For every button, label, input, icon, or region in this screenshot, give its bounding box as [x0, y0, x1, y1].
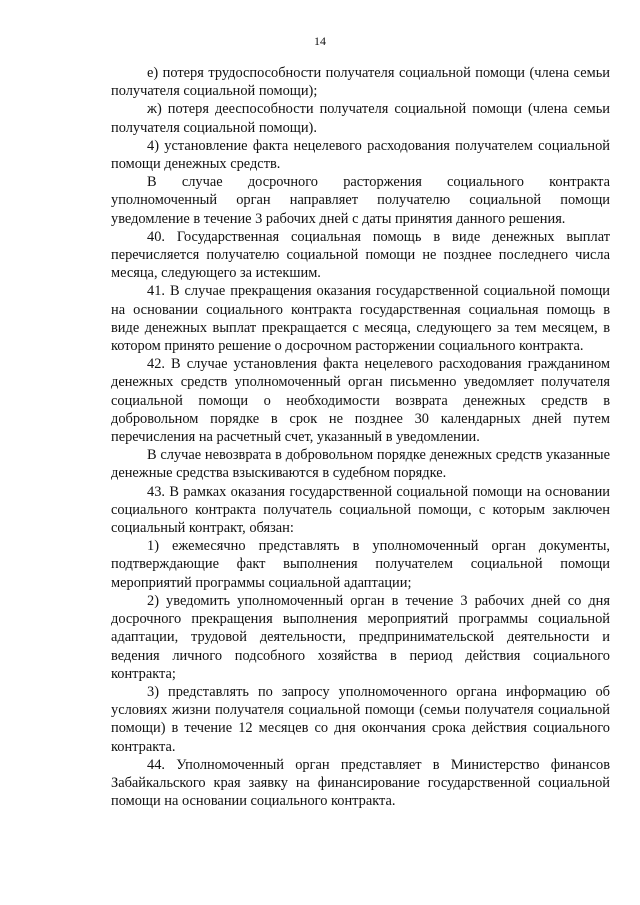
- paragraph-4-misuse: 4) установление факта нецелевого расходования получателем социальной помощи денежных средств.: [111, 137, 610, 173]
- paragraph-44: 44. Уполномоченный орган представляет в Министерство финансов Забайкальского края заявку на финансирование государственной социальной помощи на основании социального контракта.: [111, 756, 610, 810]
- paragraph-42-court-recovery: В случае невозврата в добровольном порядке денежных средств указанные денежные средства взыскиваются в судебном порядке.: [111, 447, 610, 482]
- paragraph-43: 43. В рамках оказания государственной социальной помощи на основании социального контракта получатель социальной помощи, с которым заключен социальный контракт, обязан:: [111, 483, 610, 537]
- paragraph-zh-incompetence: ж) потеря дееспособности получателя социальной помощи (члена семьи получателя социальной помощи).: [111, 101, 610, 136]
- paragraph-40: 40. Государственная социальная помощь в виде денежных выплат перечисляется получателю социальной помощи не позднее последнего числа месяца, следующего за истекшим.: [111, 228, 610, 282]
- paragraph-43-item-2: 2) уведомить уполномоченный орган в течение 3 рабочих дней со дня досрочного прекращения выполнения мероприятий программы социальной адаптации, трудовой деятельности, предпринимательской деятельности и ведения личного подсобного хозяйства в период действия социального контракта;: [111, 592, 610, 682]
- document-body: [111, 64, 610, 810]
- paragraph-43-item-3: 3) представлять по запросу уполномоченного органа информацию об условиях жизни получателя социальной помощи (семьи получателя социальной помощи) в течение 12 месяцев со дня окончания срока действия социального контракта.: [111, 683, 610, 755]
- paragraph-e-incapacity: е) потеря трудоспособности получателя социальной помощи (члена семьи получателя социальной помощи);: [111, 65, 610, 100]
- paragraph-41: 41. В случае прекращения оказания государственной социальной помощи на основании социального контракта государственная социальная помощь в виде денежных выплат прекращается с месяца, следующего за тем месяцем, в котором принято решение о досрочном расторжении социального контракта.: [111, 283, 610, 355]
- page-number: 14: [314, 34, 326, 48]
- paragraph-42: 42. В случае установления факта нецелевого расходования гражданином денежных средств уполномоченный орган письменно уведомляет получателя социальной помощи о необходимости возврата денежных средств в добровольном порядке в срок не позднее 30 календарных дней путем перечисления на расчетный счет, указанный в уведомлении.: [111, 356, 610, 446]
- paragraph-43-item-1: 1) ежемесячно представлять в уполномоченный орган документы, подтверждающие факт выполнения получателем социальной помощи мероприятий программы социальной адаптации;: [111, 538, 610, 591]
- paragraph-early-termination-notice: В случае досрочного расторжения социального контракта уполномоченный орган направляет получателю социальной помощи уведомление в течение 3 рабочих дней с даты принятия данного решения.: [111, 174, 610, 227]
